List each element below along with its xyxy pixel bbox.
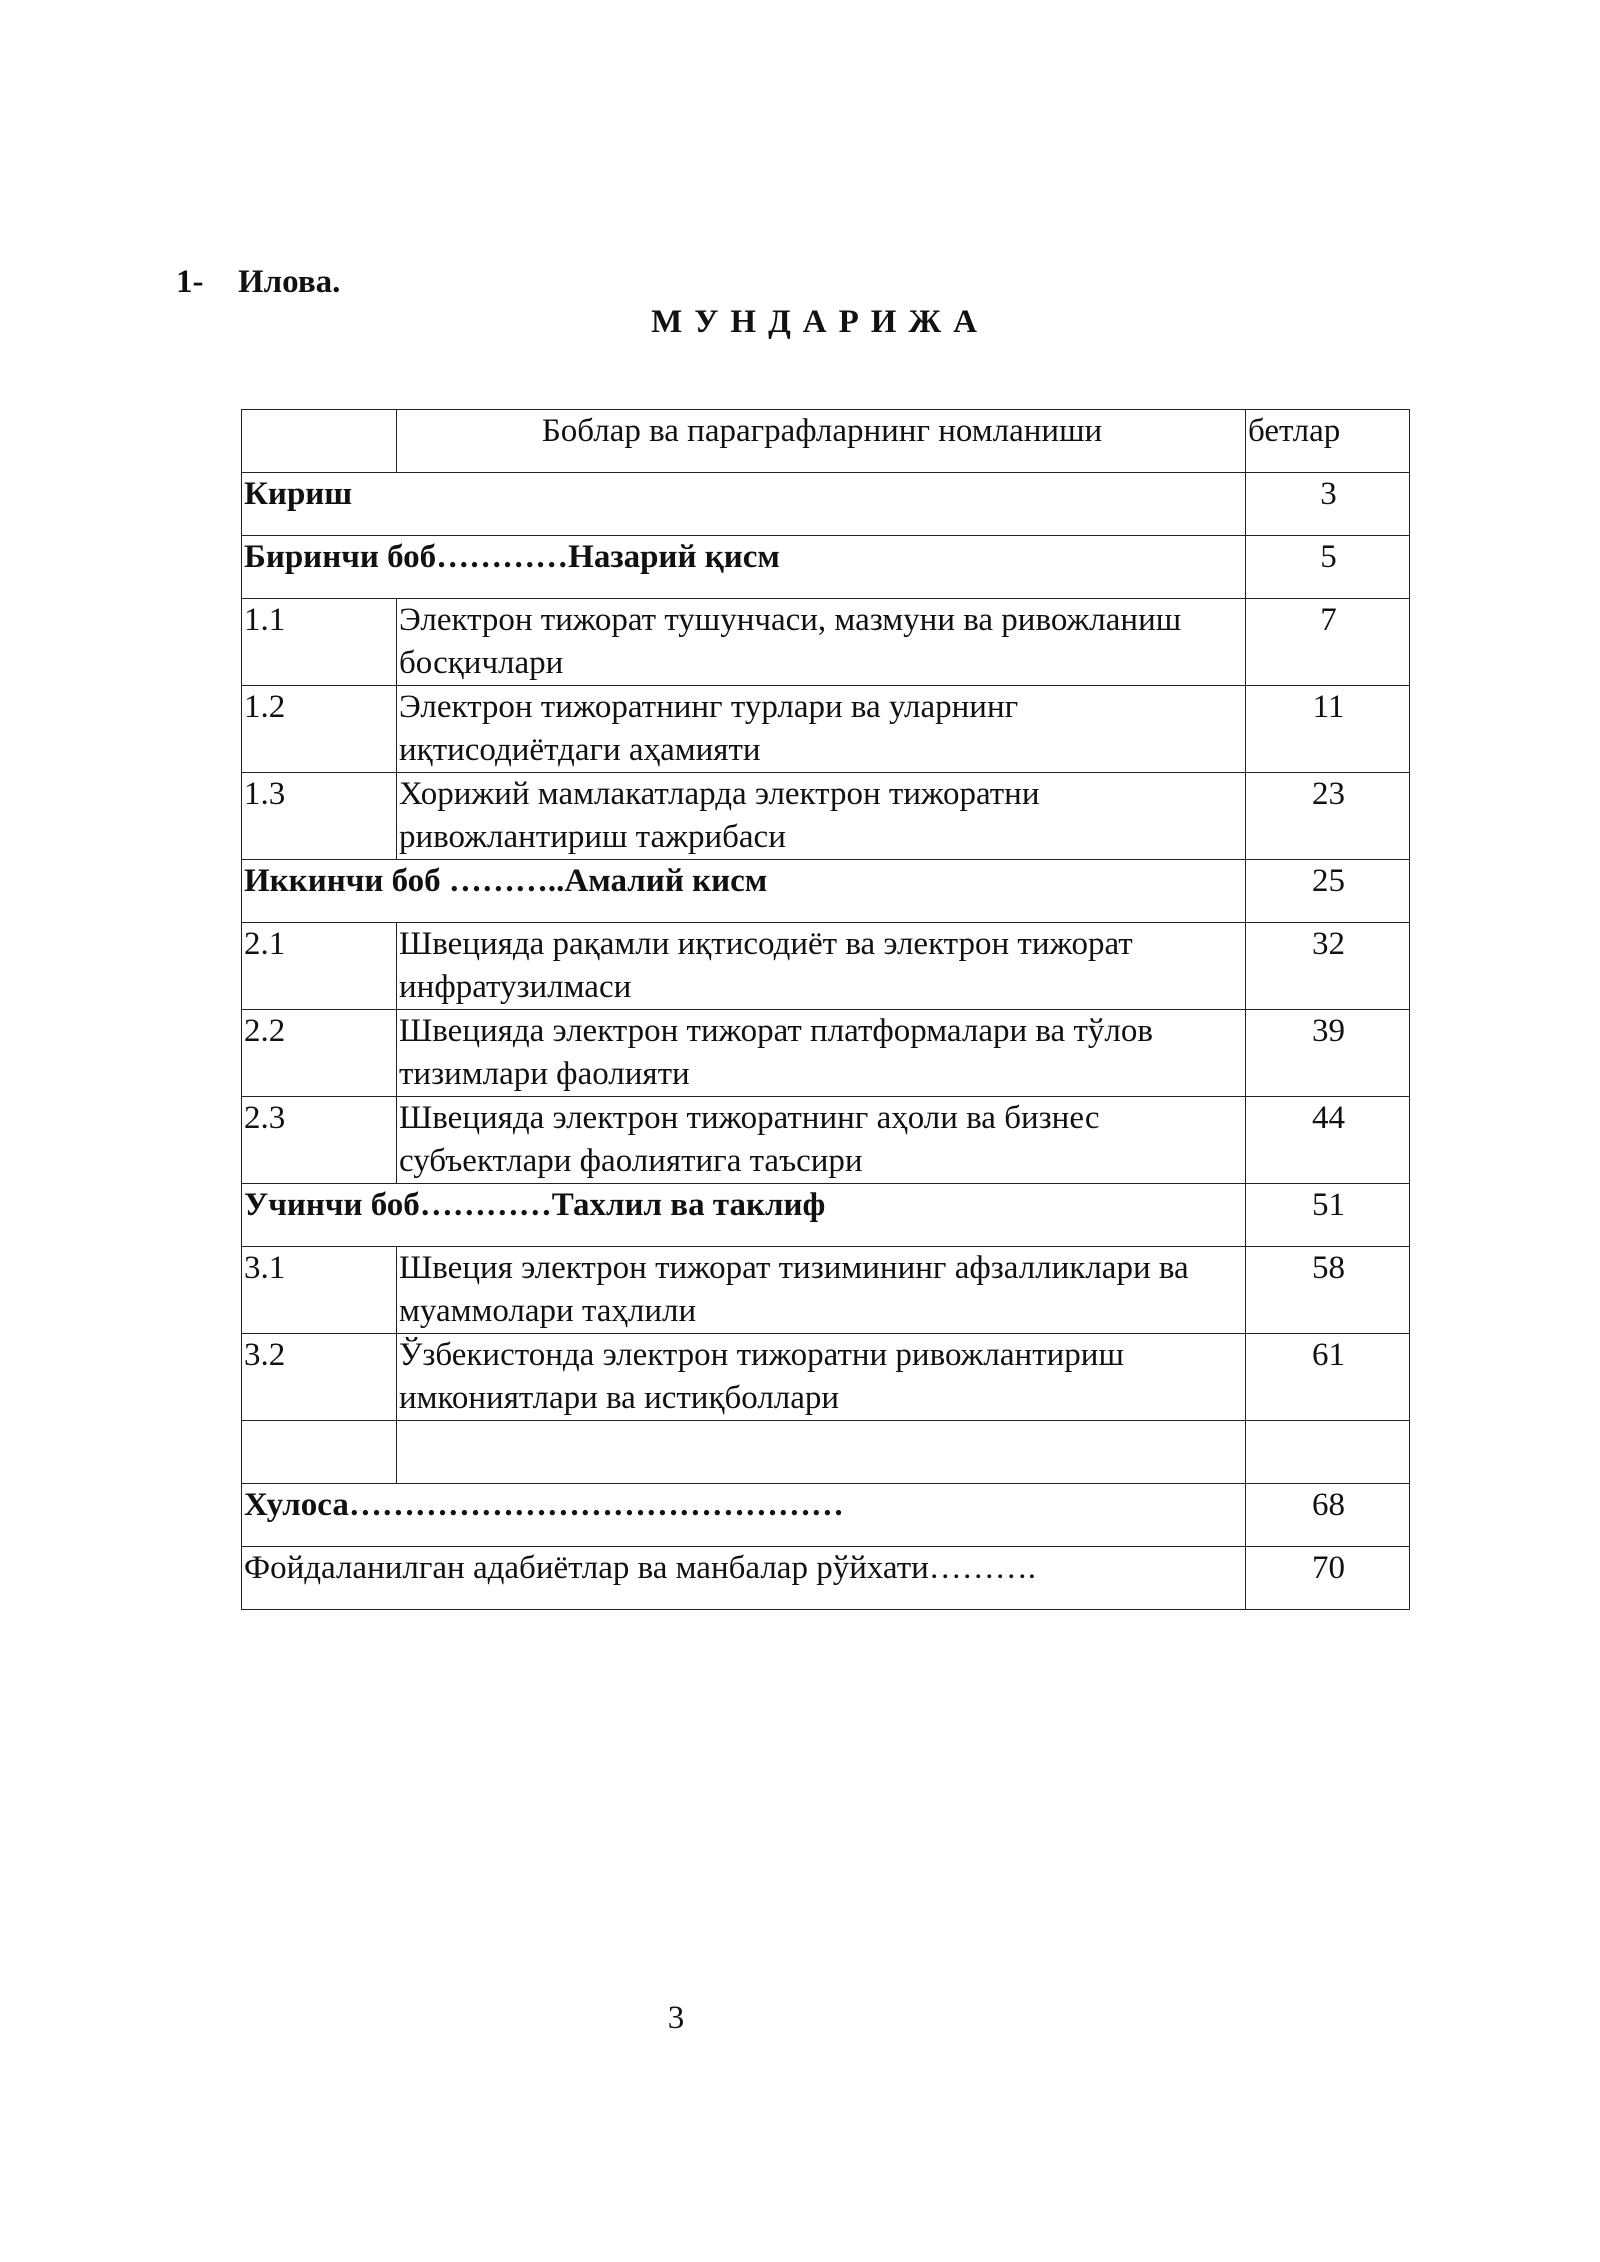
chapter-2-title: Иккинчи боб ………..Амалий кисм (242, 860, 1246, 923)
conclusion-title: Хулоса……………………………………… (242, 1484, 1246, 1547)
page-number: 3 (667, 2000, 685, 2036)
toc-row-section (242, 1334, 1410, 1421)
section-title: Электрон тижоратнинг турлари ва уларнинг иқтисодиётдаги аҳамияти (397, 686, 1246, 773)
toc-header-row (242, 410, 1410, 473)
intro-title: Кириш (242, 473, 1246, 536)
section-title: Электрон тижорат тушунчаси, мазмуни ва ривожланиш босқичлари (397, 599, 1246, 686)
references-page: 70 (1246, 1547, 1410, 1610)
section-title: Швецияда рақамли иқтисодиёт ва электрон тижорат инфратузилмаси (397, 923, 1246, 1010)
section-page: 7 (1246, 599, 1410, 686)
chapter-3-page: 51 (1246, 1184, 1410, 1247)
section-title: Швецияда электрон тижорат платформалари ва тўлов тизимлари фаолияти (397, 1010, 1246, 1097)
chapter-3-title: Учинчи боб…………Тахлил ва таклиф (242, 1184, 1246, 1247)
empty-page-cell (1246, 1421, 1410, 1484)
section-number: 1.2 (242, 686, 397, 773)
section-number: 2.1 (242, 923, 397, 1010)
section-page: 58 (1246, 1247, 1410, 1334)
appendix-number: 1- (176, 264, 204, 300)
toc-row-conclusion (242, 1484, 1410, 1547)
toc-row-chapter-2 (242, 860, 1410, 923)
toc-row-chapter-3 (242, 1184, 1410, 1247)
section-page: 44 (1246, 1097, 1410, 1184)
toc-row-section (242, 686, 1410, 773)
chapter-2-page: 25 (1246, 860, 1410, 923)
intro-page: 3 (1246, 473, 1410, 536)
section-page: 39 (1246, 1010, 1410, 1097)
header-title-cell: Боблар ва параграфларнинг номланиши (397, 410, 1246, 473)
section-number: 3.2 (242, 1334, 397, 1421)
empty-title-cell (397, 1421, 1246, 1484)
toc-row-references (242, 1547, 1410, 1610)
document-title: МУНДАРИЖА (651, 304, 989, 340)
section-title: Ўзбекистонда электрон тижоратни ривожлантириш имкониятлари ва истиқболлари (397, 1334, 1246, 1421)
empty-number-cell (242, 1421, 397, 1484)
toc-row-section (242, 1247, 1410, 1334)
section-title: Швеция электрон тижорат тизимининг афзалликлари ва муаммолари таҳлили (397, 1247, 1246, 1334)
toc-row-chapter-1 (242, 536, 1410, 599)
appendix-label: Илова. (238, 264, 341, 300)
table-of-contents (241, 409, 1410, 1610)
toc-row-empty (242, 1421, 1410, 1484)
toc-row-section (242, 923, 1410, 1010)
toc-row-section (242, 773, 1410, 860)
section-number: 2.3 (242, 1097, 397, 1184)
section-number: 1.1 (242, 599, 397, 686)
chapter-1-page: 5 (1246, 536, 1410, 599)
toc-row-section (242, 599, 1410, 686)
chapter-1-title: Биринчи боб…………Назарий қисм (242, 536, 1246, 599)
section-page: 23 (1246, 773, 1410, 860)
section-number: 2.2 (242, 1010, 397, 1097)
toc-row-intro (242, 473, 1410, 536)
toc-row-section (242, 1010, 1410, 1097)
appendix-heading (176, 262, 340, 302)
section-page: 32 (1246, 923, 1410, 1010)
references-title: Фойдаланилган адабиётлар ва манбалар рўйхати………. (242, 1547, 1246, 1610)
conclusion-page: 68 (1246, 1484, 1410, 1547)
header-number-cell (242, 410, 397, 473)
section-title: Хорижий мамлакатларда электрон тижоратни ривожлантириш тажрибаси (397, 773, 1246, 860)
section-title: Швецияда электрон тижоратнинг аҳоли ва бизнес субъектлари фаолиятига таъсири (397, 1097, 1246, 1184)
toc-row-section (242, 1097, 1410, 1184)
section-page: 61 (1246, 1334, 1410, 1421)
section-number: 1.3 (242, 773, 397, 860)
section-number: 3.1 (242, 1247, 397, 1334)
header-pages-cell: бетлар (1246, 410, 1410, 473)
section-page: 11 (1246, 686, 1410, 773)
